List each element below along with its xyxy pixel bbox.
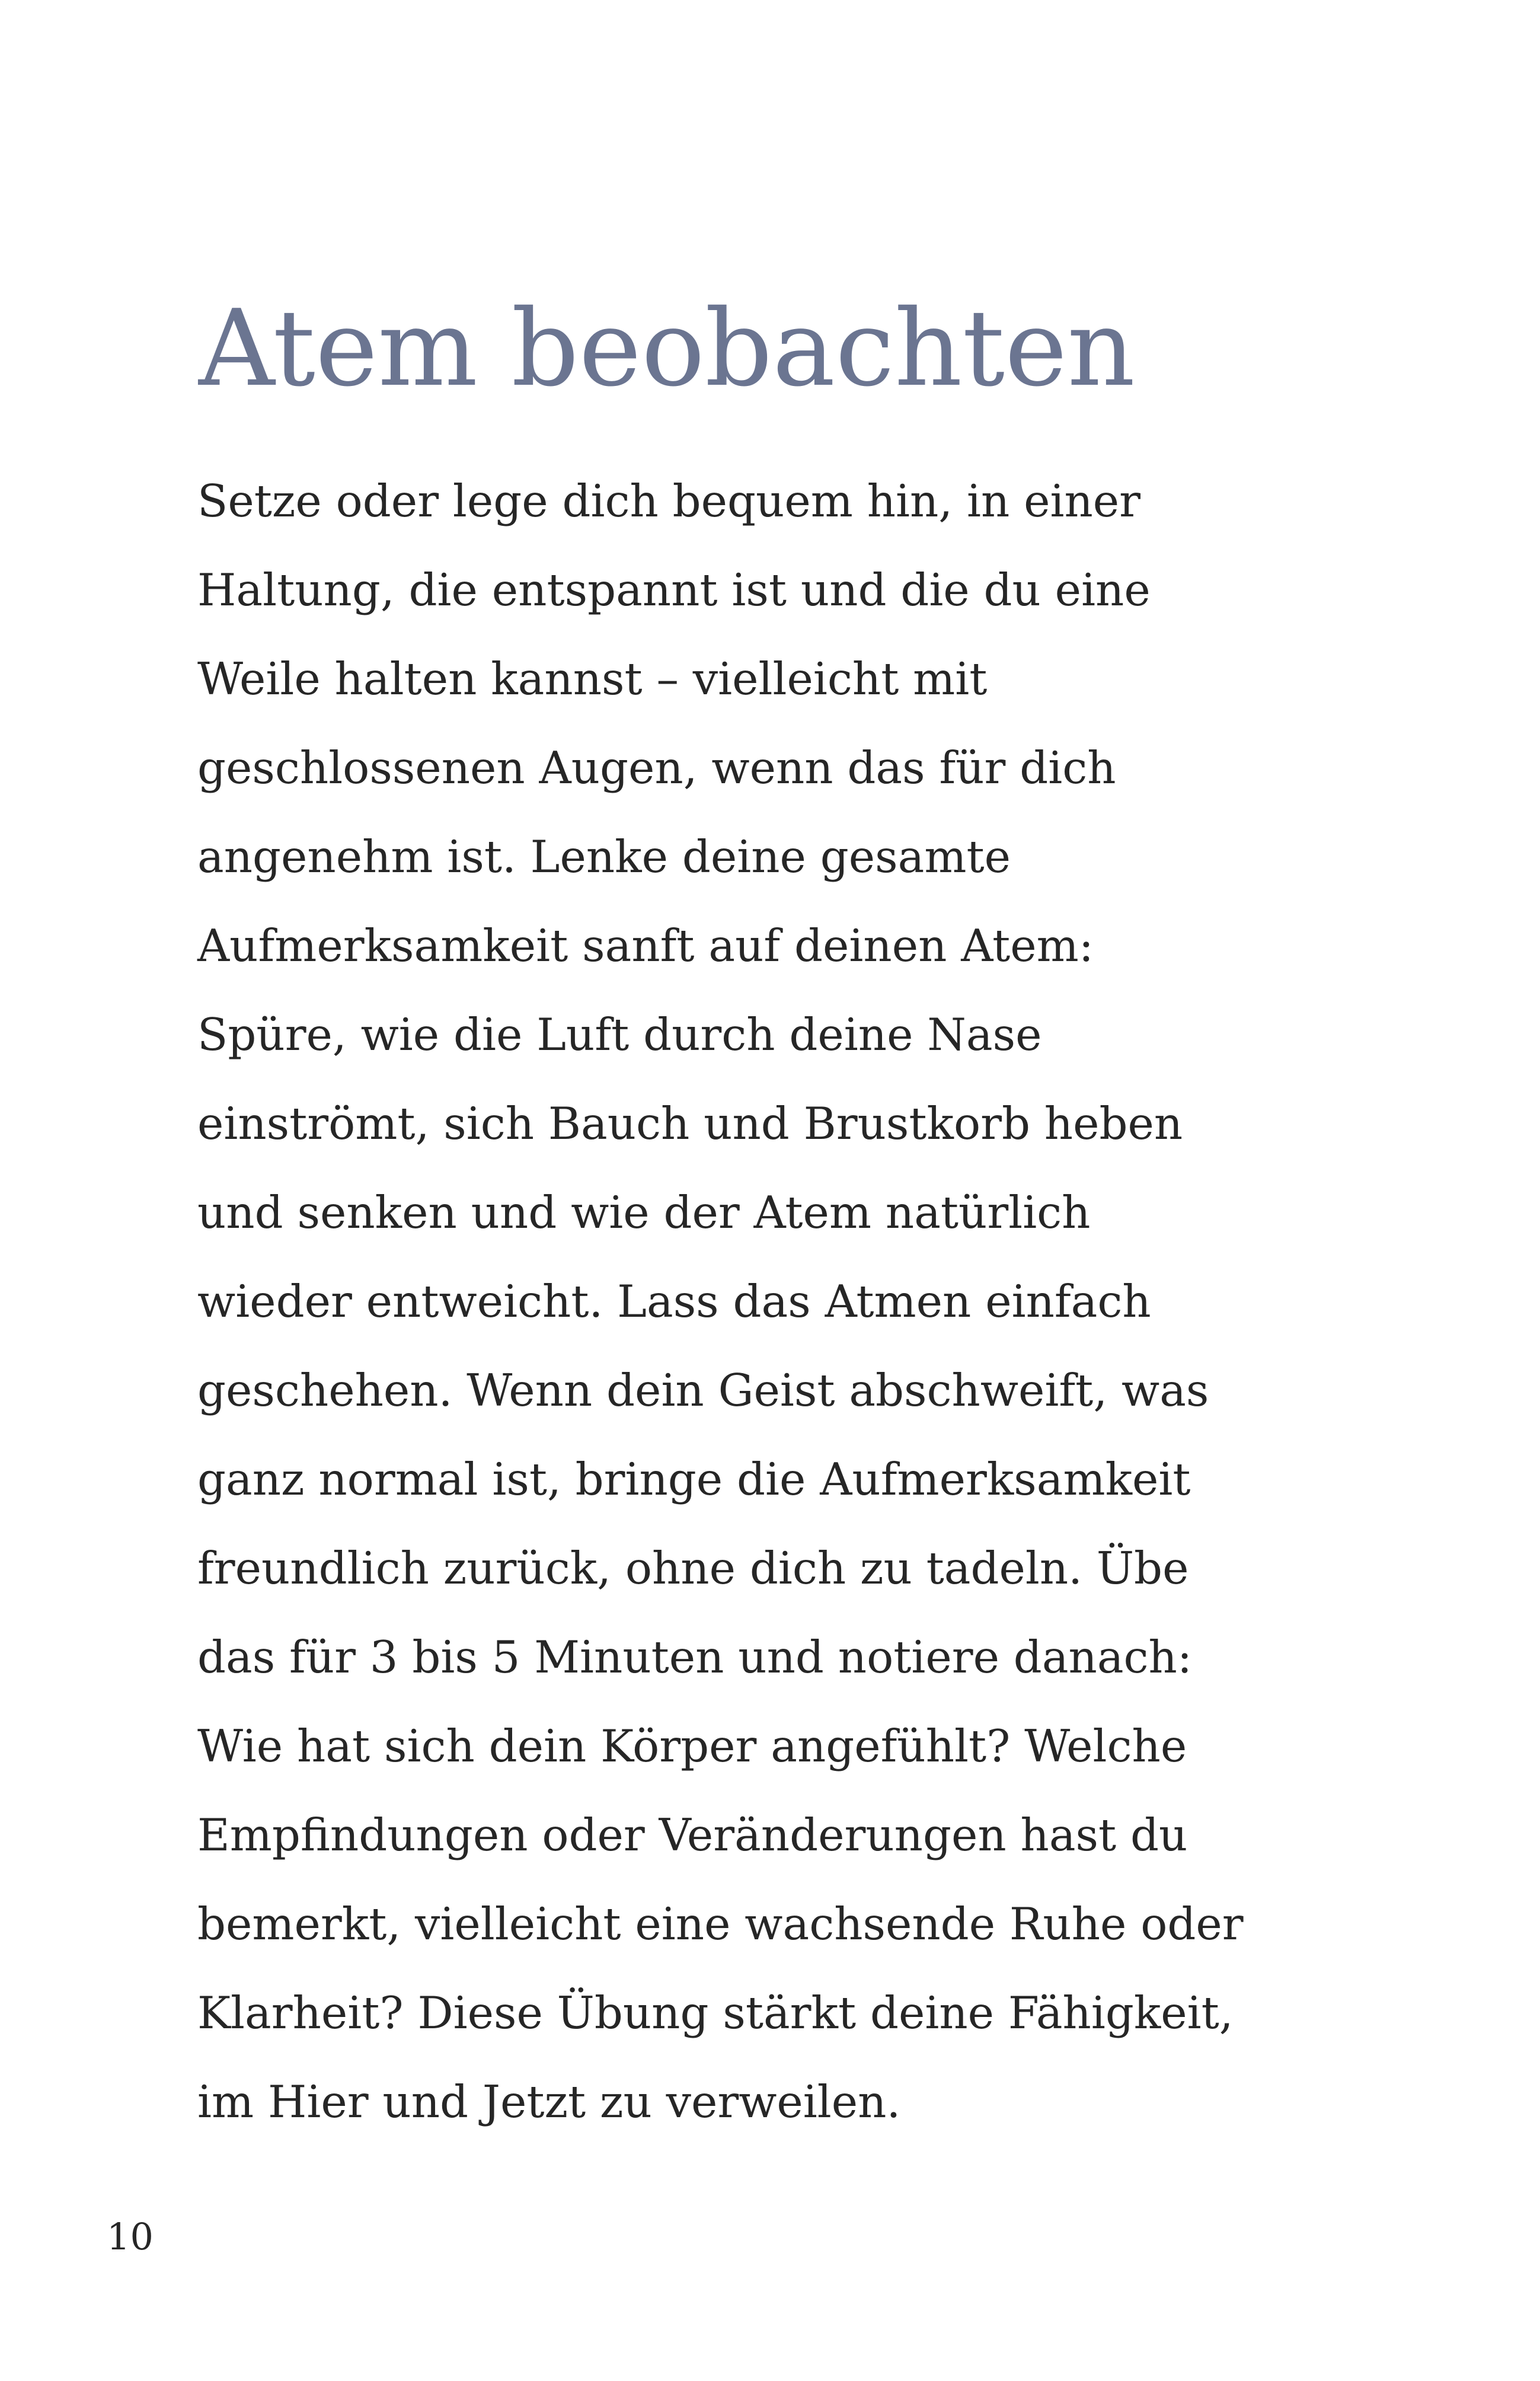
body-line: einströmt, sich Bauch und Brustkorb heben [197, 1097, 1183, 1150]
page-number: 10 [107, 2215, 154, 2258]
body-line: Spüre, wie die Luft durch deine Nase [197, 1008, 1042, 1061]
body-line: Wie hat sich dein Körper angefühlt? Welche [197, 1720, 1187, 1772]
body-line: das für 3 bis 5 Minuten und notiere danach: [197, 1631, 1193, 1683]
body-line: im Hier und Jetzt zu verweilen. [197, 2076, 901, 2128]
page-title: Atem beobachten [199, 287, 1136, 410]
body-line: Aufmerksamkeit sanft auf deinen Atem: [197, 920, 1094, 972]
body-paragraph [197, 457, 1244, 2146]
body-line: bemerkt, vielleicht eine wachsende Ruhe oder [197, 1898, 1244, 1950]
body-line: ganz normal ist, bringe die Aufmerksamkeit [197, 1453, 1191, 1505]
body-line: Setze oder lege dich bequem hin, in einer [197, 475, 1141, 527]
body-line: angenehm ist. Lenke deine gesamte [197, 831, 1011, 883]
body-line: geschehen. Wenn dein Geist abschweift, was [197, 1364, 1209, 1416]
body-line: wieder entweicht. Lass das Atmen einfach [197, 1275, 1151, 1327]
body-line: Klarheit? Diese Übung stärkt deine Fähigkeit, [197, 1987, 1234, 2039]
body-line: freundlich zurück, ohne dich zu tadeln. Übe [197, 1542, 1189, 1594]
body-line: Haltung, die entspannt ist und die du eine [197, 564, 1151, 616]
body-line: Weile halten kannst – vielleicht mit [197, 653, 988, 705]
body-line: Empfindungen oder Veränderungen hast du [197, 1809, 1188, 1861]
body-line: geschlossenen Augen, wenn das für dich [197, 742, 1116, 794]
body-line: und senken und wie der Atem natürlich [197, 1186, 1091, 1239]
